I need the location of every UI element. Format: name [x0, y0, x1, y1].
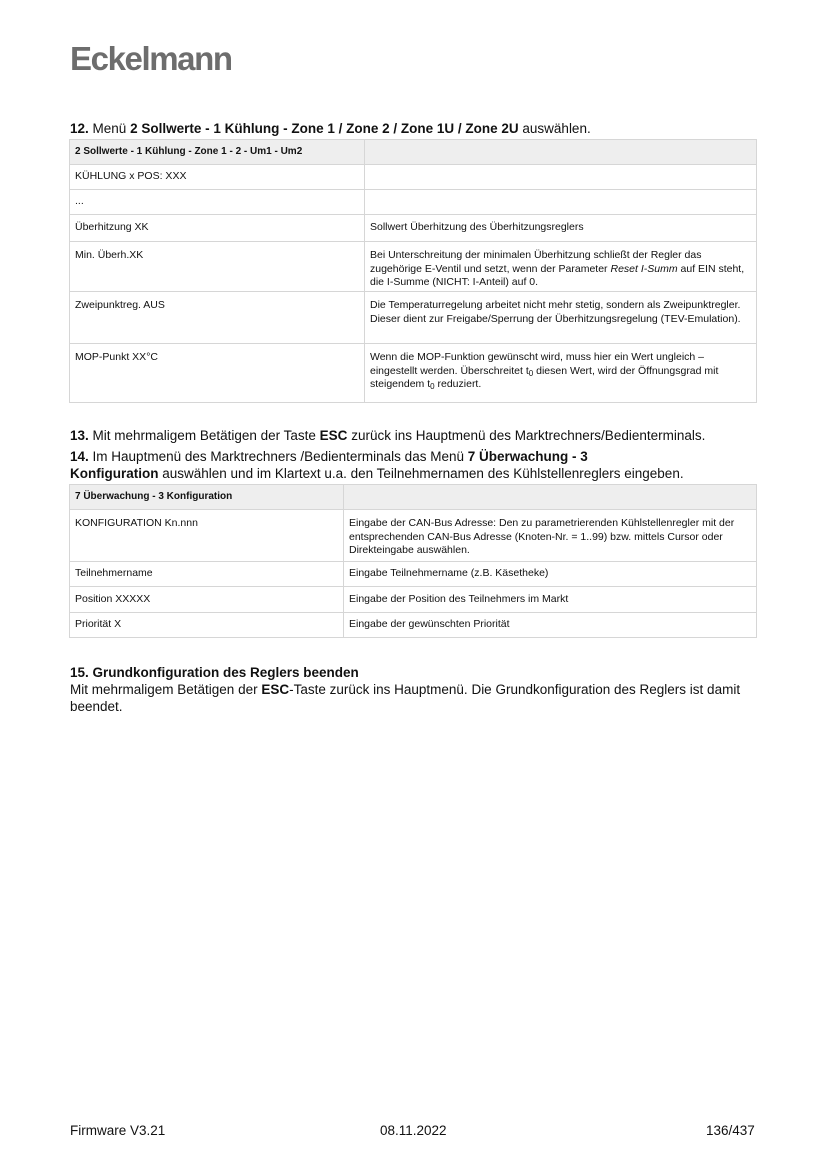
param-cell: ...: [70, 190, 365, 215]
param-cell: Zweipunktreg. AUS: [70, 292, 365, 344]
param-name-italic: Reset I-Summ: [610, 262, 678, 275]
table-row: [70, 562, 757, 587]
desc-cell: [365, 190, 757, 215]
table-header-row: [70, 485, 757, 510]
table-row: [70, 587, 757, 613]
esc-key: ESC: [261, 682, 290, 697]
table-row: [70, 242, 757, 292]
step-14-menu: 7 Überwachung - 3: [467, 449, 588, 464]
table-sollwerte: [69, 139, 757, 403]
step-14: 14. Im Hauptmenü des Marktrechners /Bedienterminals das Menü 7 Überwachung - 3 Konfiguration auswählen und im Klartext u.a. den Teilnehmernamen des Kühlstellenreglers eingeben.: [70, 449, 684, 481]
desc-cell: [365, 165, 757, 190]
param-cell: Position XXXXX: [70, 587, 344, 613]
desc-cell: Wenn die MOP-Funktion gewünscht wird, muss hier ein Wert ungleich – eingestellt werden. Überschreitet $t_0$ diesen Wert, wird der Öffnungsgrad mit steigendem $t_0$ reduziert.: [365, 344, 757, 403]
table-row: [70, 292, 757, 344]
table-row: [70, 165, 757, 190]
param-cell: Teilnehmername: [70, 562, 344, 587]
step-14-number: 14.: [70, 449, 89, 464]
param-cell: Überhitzung XK: [70, 215, 365, 242]
step-12-pre: Menü: [92, 121, 127, 136]
step-12-menu: 2 Sollwerte - 1 Kühlung - Zone 1 / Zone 2 / Zone 1U / Zone 2U: [130, 121, 519, 136]
step-12-post: auswählen.: [522, 121, 591, 136]
param-cell: KONFIGURATION Kn.nnn: [70, 510, 344, 562]
step-13-number: 13.: [70, 428, 89, 443]
desc-cell: Eingabe Teilnehmername (z.B. Käsetheke): [344, 562, 757, 587]
desc-cell: Sollwert Überhitzung des Überhitzungsreglers: [365, 215, 757, 242]
table-header: 7 Überwachung - 3 Konfiguration: [70, 485, 344, 510]
footer-date: 08.11.2022: [380, 1123, 447, 1138]
param-cell: KÜHLUNG x POS: XXX: [70, 165, 365, 190]
desc-cell: Eingabe der gewünschten Priorität: [344, 613, 757, 638]
desc-cell: Die Temperaturregelung arbeitet nicht mehr stetig, sondern als Zweipunktregler. Dieser dient zur Freigabe/Sperrung der Überhitzungsregelung (TEV-Emulation).: [365, 292, 757, 344]
desc-cell: Eingabe der Position des Teilnehmers im Markt: [344, 587, 757, 613]
footer-firmware: Firmware V3.21: [70, 1123, 166, 1138]
footer-page-number: 136/437: [706, 1123, 755, 1138]
table-row: [70, 613, 757, 638]
step-12-number: 12.: [70, 121, 89, 136]
step-15-title: 15. Grundkonfiguration des Reglers beenden: [70, 665, 359, 680]
desc-cell: Bei Unterschreitung der minimalen Überhitzung schließt der Regler das zugehörige E-Ventil und setzt, wenn der Parameter Reset I-Summ auf EIN steht, die I-Summe (NICHT: I-Anteil) auf 0.: [365, 242, 757, 292]
desc-cell: Eingabe der CAN-Bus Adresse: Den zu parametrierenden Kühlstellenregler mit der entsprechenden CAN-Bus Adresse (Knoten-Nr. = 1..99) bzw. mittels Cursor oder Direkteingabe auswählen.: [344, 510, 757, 562]
esc-key: ESC: [319, 428, 348, 443]
table-row: [70, 190, 757, 215]
eckelmann-logo: Eckelmann: [70, 40, 232, 77]
step-15: 15. Grundkonfiguration des Reglers beenden Mit mehrmaligem Betätigen der ESC-Taste zurück ins Hauptmenü. Die Grundkonfiguration des Reglers ist damit beendet.: [70, 665, 741, 714]
table-row: [70, 344, 757, 403]
step-13: 13. Mit mehrmaligem Betätigen der Taste ESC zurück ins Hauptmenü des Marktrechners/Bedienterminals.: [70, 428, 706, 443]
table-header-row: [70, 140, 757, 165]
param-cell: Priorität X: [70, 613, 344, 638]
param-cell: Min. Überh.XK: [70, 242, 365, 292]
table-row: [70, 510, 757, 562]
param-cell: MOP-Punkt XX°C: [70, 344, 365, 403]
step-12: [70, 120, 760, 137]
table-row: [70, 215, 757, 242]
table-konfiguration: [69, 484, 757, 638]
step-14-menu-cont: Konfiguration: [70, 466, 159, 481]
table-header: 2 Sollwerte - 1 Kühlung - Zone 1 - 2 - Um1 - Um2: [70, 140, 365, 165]
